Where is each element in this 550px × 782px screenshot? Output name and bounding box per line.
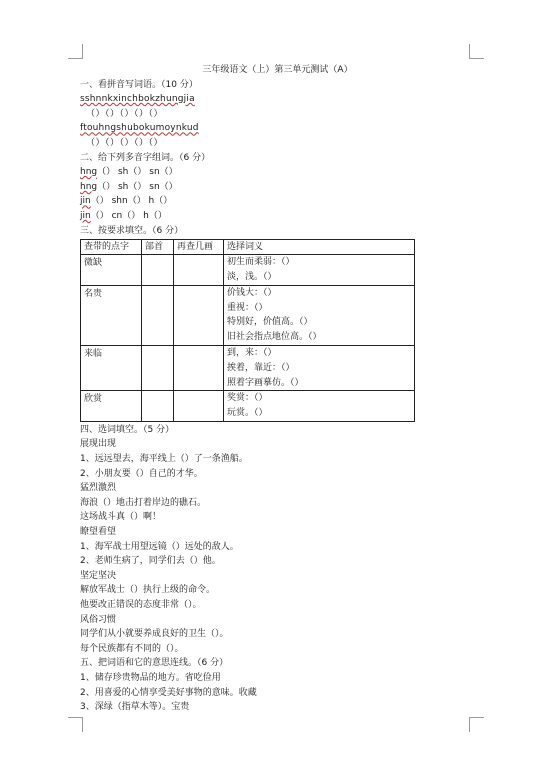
fill-blank-sentence[interactable]: 海浪（）地击打着岸边的礁石。	[80, 497, 207, 508]
meaning-option[interactable]: 初生而柔弱：（）	[227, 257, 295, 268]
table-radical-cell[interactable]	[142, 285, 174, 345]
section1-brackets-2[interactable]: （）（）（）（）（）	[86, 137, 164, 148]
table-options	[224, 255, 415, 286]
meaning-option[interactable]: 重视：（）	[227, 302, 268, 313]
document-title: 三年级语文（上）第三单元测试（A）	[202, 65, 353, 75]
table-header: 选择词义	[224, 240, 415, 255]
section2-row: jin（） cn（） h（）	[80, 210, 167, 221]
word-pair: 展现出现	[80, 439, 117, 450]
word-pair: 坚定坚决	[80, 570, 117, 581]
document-body	[80, 63, 415, 715]
table-radical-cell[interactable]	[142, 255, 174, 286]
table-word: 名贵	[81, 285, 142, 345]
section4-heading: 四、选词填空。（5 分）	[80, 424, 175, 435]
fill-blank-sentence[interactable]: 每个民族都有不同的（）。	[80, 643, 184, 654]
table-options	[224, 285, 415, 345]
word-pair: 风俗习惯	[80, 614, 117, 625]
table-strokes-cell[interactable]	[174, 255, 224, 286]
crop-mark-bottom-left	[68, 717, 83, 732]
dictionary-table	[80, 239, 415, 422]
meaning-option[interactable]: 价钱大：（）	[227, 287, 277, 298]
table-row	[81, 391, 415, 422]
section2-row: jin（） shn（） h（）	[80, 196, 173, 207]
meaning-option[interactable]: 玩赏。（）	[227, 408, 268, 419]
crop-mark-top-left	[68, 44, 83, 59]
table-radical-cell[interactable]	[142, 391, 174, 422]
meaning-option[interactable]: 特别好，价值高。（）	[227, 317, 313, 328]
section2-row: hng（） sh（） sn（）	[80, 167, 178, 178]
table-strokes-cell[interactable]	[174, 345, 224, 390]
table-row	[81, 345, 415, 390]
fill-blank-sentence[interactable]: 2、小朋友要（）自己的才华。	[80, 468, 203, 479]
table-header: 再查几画	[174, 240, 224, 255]
section1-heading: 一、看拼音写词语。（10 分）	[80, 79, 198, 90]
table-strokes-cell[interactable]	[174, 285, 224, 345]
match-item[interactable]: 2、用喜爱的心情享受美好事物的意味。收藏	[80, 687, 257, 698]
match-item[interactable]: 1、储存珍贵物品的地方。省吃俭用	[80, 672, 221, 683]
fill-blank-sentence[interactable]: 同学们从小就要养成良好的卫生（）。	[80, 629, 229, 640]
table-options	[224, 345, 415, 390]
table-word: 欣赏	[81, 391, 142, 422]
table-word: 来临	[81, 345, 142, 390]
table-word: 微缺	[81, 255, 142, 286]
table-header-row	[81, 240, 415, 255]
meaning-option[interactable]: 挨着，靠近：（）	[227, 362, 295, 373]
word-pair: 猛烈激烈	[80, 483, 117, 494]
meaning-option[interactable]: 奖赏：（）	[227, 393, 268, 404]
section1-pinyin-1: sshnnkxinchbokzhungjia	[80, 94, 195, 105]
section5-heading: 五、把词语和它的意思连线。（6 分）	[80, 658, 229, 669]
fill-blank-sentence[interactable]: 2、老师生病了，同学们去（）他。	[80, 556, 221, 567]
match-item[interactable]: 3、深绿（指草木等）。宝贵	[80, 702, 190, 713]
fill-blank-sentence[interactable]: 这场战斗真（）啊！	[80, 512, 162, 523]
table-header: 部首	[142, 240, 174, 255]
table-header: 查带的点字	[81, 240, 142, 255]
meaning-option[interactable]: 淡，浅。（）	[227, 271, 277, 282]
fill-blank-sentence[interactable]: 他要改正错误的态度非常（）。	[80, 600, 202, 611]
table-radical-cell[interactable]	[142, 345, 174, 390]
crop-mark-bottom-right	[469, 717, 484, 732]
word-pair: 瞭望看望	[80, 527, 117, 538]
meaning-option[interactable]: 旧社会指点地位高。（）	[227, 332, 322, 343]
section3-heading: 三、按要求填空。（6 分）	[80, 225, 184, 236]
fill-blank-sentence[interactable]: 解放军战士（）执行上级的命令。	[80, 585, 216, 596]
meaning-option[interactable]: 照着字画摹仿。（）	[227, 377, 304, 388]
fill-blank-sentence[interactable]: 1、远远望去，海平线上（）了一条渔船。	[80, 454, 248, 465]
section1-pinyin-2: ftouhngshubokumoynkud	[80, 123, 199, 134]
section2-row: hng（） sh（） sn（）	[80, 181, 178, 192]
section2-heading: 二、给下列多音字组词。（6 分）	[80, 152, 211, 163]
fill-blank-sentence[interactable]: 1、海军战士用望远镜（）远处的敌人。	[80, 541, 239, 552]
table-row	[81, 285, 415, 345]
table-row	[81, 255, 415, 286]
meaning-option[interactable]: 到，来：（）	[227, 347, 277, 358]
table-options	[224, 391, 415, 422]
crop-mark-top-right	[469, 44, 484, 59]
section1-brackets-1[interactable]: （）（）（）（）（）	[86, 108, 164, 119]
table-strokes-cell[interactable]	[174, 391, 224, 422]
